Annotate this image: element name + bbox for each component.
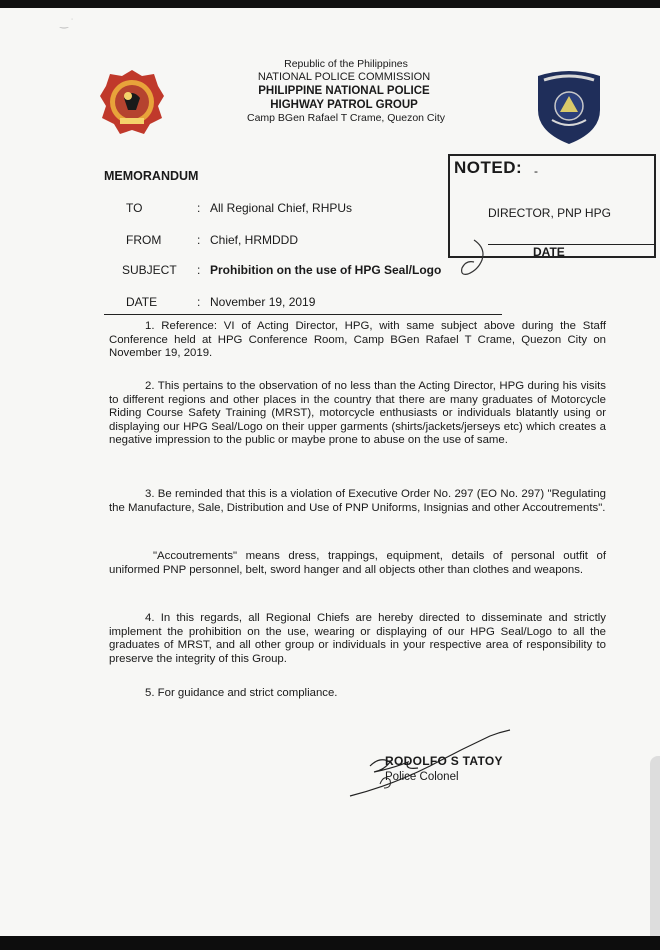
date-colon: : [197, 295, 201, 309]
paragraph-accoutrements: "Accoutrements" means dress, trappings, equipment, details of personal outfit of uniformed PNP personnel, belt, sword hanger and all objects other than clothes and weapons. [109, 550, 606, 576]
paragraph-3: 3. Be reminded that this is a violation of Executive Order No. 297 (EO No. 297) "Regulating the Manufacture, Sale, Distribution and Use of PNP Uniforms, Insignias and other Accoutrements". [109, 488, 606, 514]
noted-dash: - [534, 164, 538, 178]
to-colon: : [197, 201, 201, 215]
paragraph-1: 1. Reference: VI of Acting Director, HPG, with same subject above during the Staff Conference held at HPG Conference Room, Camp BGen Rafael T Crame, Quezon City on November 19, 2019. [109, 320, 606, 360]
noted-date-label: DATE [533, 245, 565, 259]
paragraph-5: 5. For guidance and strict compliance. [145, 687, 338, 699]
subject-label: SUBJECT [122, 263, 177, 277]
from-label: FROM [126, 233, 162, 247]
paragraph-4: 4. In this regards, all Regional Chiefs are hereby directed to disseminate and strictly implement the prohibition on the use, wearing or displaying of our HPG Seal/Logo to all the graduates of MRST, and all other group or individuals in your respective area of responsibility to preserve the integrity of this Group. [109, 612, 606, 665]
date-label: DATE [126, 295, 158, 309]
to-value: All Regional Chief, RHPUs [210, 201, 353, 215]
date-value: November 19, 2019 [210, 295, 316, 309]
commission-line: NATIONAL POLICE COMMISSION [257, 71, 431, 83]
signatory-rank: Police Colonel [385, 771, 459, 783]
group-line: HIGHWAY PATROL GROUP [270, 99, 418, 111]
address-line: Camp BGen Rafael T Crame, Quezon City [246, 112, 446, 124]
from-value: Chief, HRMDDD [210, 233, 299, 247]
paragraph-2: 2. This pertains to the observation of no less than the Acting Director, HPG during his visits to different regions and other places in the country that there are many graduates of Motorcycle Riding Course Safety Training (MRST), motorcycle enthusiasts or individuals blatantly using or displaying our HPG Seal/Logo on their upper garments (shirts/jackets/jerseys etc) which creates a negative impression to the public or maybe prone to abuse on the use of same. [109, 380, 606, 447]
to-label: TO [126, 201, 143, 215]
signatory-name: RODOLFO S TATOY [385, 754, 503, 768]
header-rule [104, 314, 502, 315]
memo-page [0, 8, 660, 936]
subject-colon: : [197, 263, 201, 277]
noted-date-line [488, 244, 654, 245]
from-colon: : [197, 233, 201, 247]
initial-scribble [444, 236, 494, 282]
corner-mark: ‿ ˙ [60, 18, 75, 29]
noted-director: DIRECTOR, PNP HPG [488, 206, 611, 220]
page-edge-shadow [650, 756, 660, 936]
bottom-bar [0, 936, 660, 950]
letterhead [0, 58, 660, 125]
noted-title: NOTED: [454, 158, 523, 177]
memo-title: MEMORANDUM [104, 169, 199, 183]
pnp-line: PHILIPPINE NATIONAL POLICE [258, 85, 430, 97]
republic-line: Republic of the Philippines [284, 58, 408, 70]
subject-value: Prohibition on the use of HPG Seal/Logo [210, 263, 442, 277]
